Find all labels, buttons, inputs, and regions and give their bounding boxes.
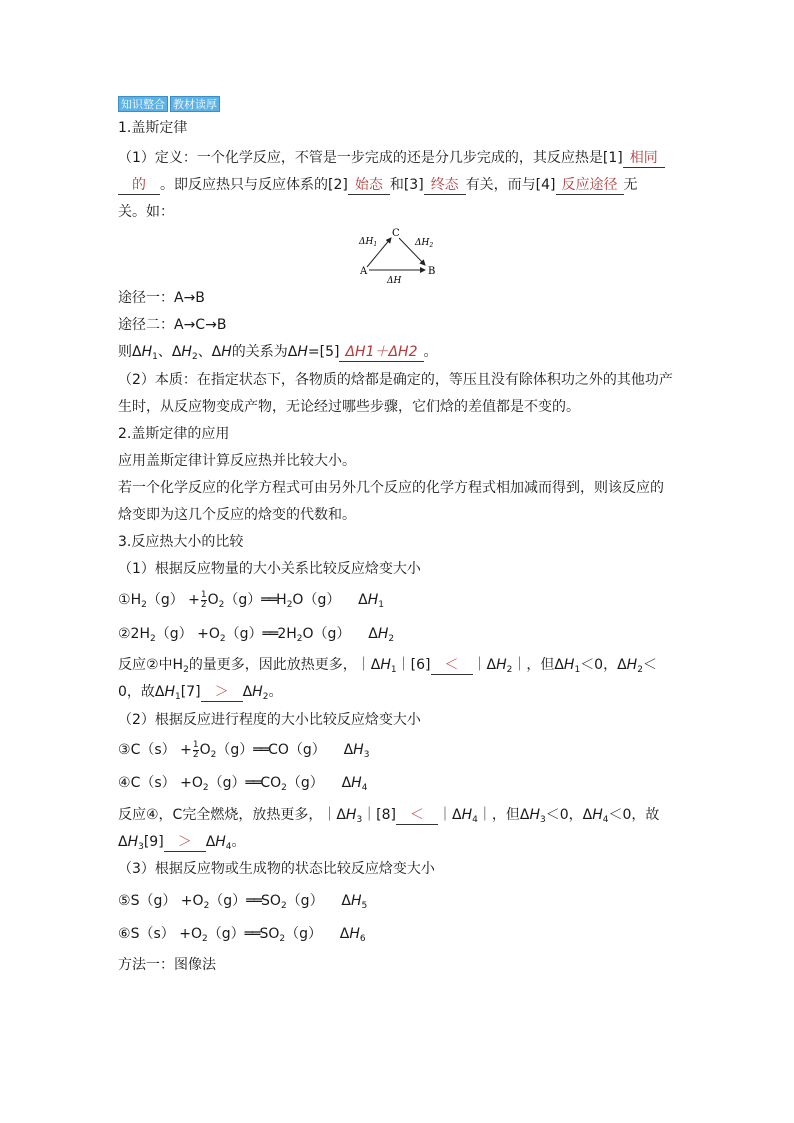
compare-sub-1: （1）根据反应物量的大小关系比较反应焓变大小	[118, 561, 421, 577]
answer-4: 反应途径	[556, 176, 624, 195]
label-dh1: $\Delta H_1$	[359, 237, 378, 248]
compare-1-line-2: 0，故$\Delta H_1[7] > \Delta H_2$。	[118, 684, 283, 702]
answer-9: ＞	[164, 833, 206, 852]
equation-4: ④C（s） $+O_2(g)══CO_2(g)$ $\Delta H_4$	[118, 775, 368, 793]
method-one: 方法一：图像法	[118, 957, 216, 973]
equation-3: ③C（s） + $\frac{1}{2}$ $O_2(g)══CO(g)$ $\Delta H_3$	[118, 739, 370, 760]
compare-2-line-1: 反应④，C完全燃烧，放热更多，$|\Delta H_3|[8]$ ＜ $|\Delta H_4|$，但$\Delta H_3<0$，$\Delta H_4<0$，故	[118, 807, 660, 825]
answer-3: 终态	[424, 176, 466, 195]
heading-hess-law: 1.盖斯定律	[118, 120, 188, 136]
heading-compare: 3.反应热大小的比较	[118, 534, 244, 550]
answer-6: ＜	[431, 656, 473, 675]
essence-line-1: （2）本质：在指定状态下，各物质的焓都是确定的，等压且没有除体积功之外的其他功产	[118, 372, 673, 388]
definition-line-3: 关。如：	[118, 204, 174, 220]
answer-1b: 的	[118, 176, 160, 195]
equation-2: $②2H_2(g)$ $+O_2(g)══2H_2O(g)$ $\Delta H_2$	[118, 626, 395, 644]
compare-1-line-1: 反应②中$H_2$的量更多，因此放热更多，$|\Delta H_1|[6]$ ＜ $|\Delta H_2|$，但$\Delta H_1<0$，$\Delta H_2<$	[118, 657, 657, 675]
essence-line-2: 生时，从反应物变成产物，无论经过哪些步骤，它们焓的差值都是不变的。	[118, 399, 580, 415]
answer-2: 始态	[348, 176, 390, 195]
heading-application: 2.盖斯定律的应用	[118, 426, 230, 442]
equation-1: $①H_2(g)$ + $\frac{1}{2}$ $O_2(g)══H_2O(g)$ $\Delta H_1$	[118, 589, 384, 610]
application-para-2a: 若一个化学反应的化学方程式可由另外几个反应的化学方程式相加减而得到，则该反应的	[118, 480, 664, 496]
definition-line-2: 的 。即反应热只与反应体系的[2] 始态 和[3] 终态 有关，而与[4] 反应途径 无	[118, 175, 638, 195]
compare-2-line-2: $\Delta H_3[9] > \Delta H_4$。	[118, 834, 246, 852]
label-dh2: $\Delta H_2$	[415, 238, 434, 249]
section-badge	[118, 96, 220, 112]
label-dh: ΔH	[387, 276, 402, 285]
badge-textbook: 教材读厚	[170, 96, 220, 112]
application-para-1: 应用盖斯定律计算反应热并比较大小。	[118, 453, 356, 469]
node-a: A	[360, 266, 368, 277]
answer-5: ΔH1＋ΔH2	[339, 343, 423, 362]
answer-7: ＞	[201, 683, 243, 702]
equation-6: ⑥S（s） $+O_2(g)══SO_2(g)$ $\Delta H_6$	[118, 926, 366, 944]
compare-sub-3: （3）根据反应物或生成物的状态比较反应焓变大小	[118, 861, 435, 877]
definition-line-1: （1）定义：一个化学反应，不管是一步完成的还是分几步完成的，其反应热是[1] 相同	[118, 148, 665, 168]
badge-knowledge: 知识整合	[118, 96, 168, 112]
node-b: B	[428, 266, 436, 277]
equation-5: ⑤S（g） $+O_2(g)══SO_2(g)$ $\Delta H_5$	[118, 893, 368, 911]
node-c: C	[392, 228, 400, 239]
path-one: 途径一：A→B	[118, 290, 205, 306]
application-para-2b: 焓变即为这几个反应的焓变的代数和。	[118, 507, 356, 523]
hess-cycle-diagram	[355, 225, 445, 285]
answer-1a: 相同	[623, 149, 665, 168]
answer-8: ＜	[396, 806, 438, 825]
path-two: 途径二：A→C→B	[118, 317, 227, 333]
relation-line: 则$\Delta H_1$、$\Delta H_2$、ΔH的关系为ΔH=[5] ΔH1＋ΔH2 。	[118, 344, 438, 362]
compare-sub-2: （2）根据反应进行程度的大小比较反应焓变大小	[118, 712, 421, 728]
